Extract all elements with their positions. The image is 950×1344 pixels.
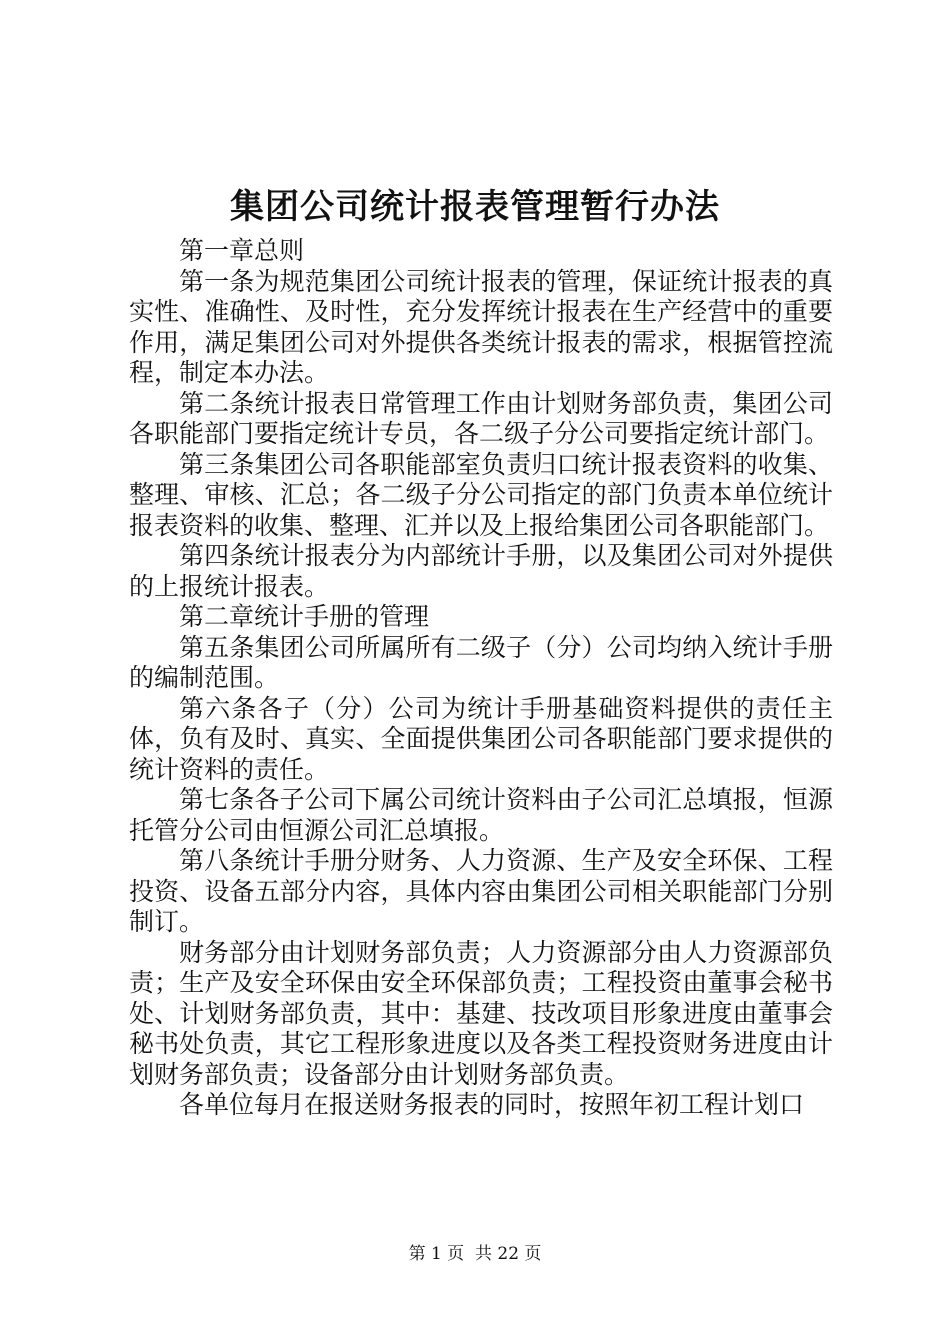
page-footer xyxy=(0,1243,950,1265)
document-title: 集团公司统计报表管理暂行办法 xyxy=(230,187,720,227)
chapter-heading: 第一章总则 xyxy=(179,236,305,265)
paragraph-article-5: 第五条集团公司所属所有二级子（分）公司均纳入统计手册的编制范围。 xyxy=(129,632,833,692)
page-number: 第 1 页 共 22 页 xyxy=(408,1244,542,1264)
paragraph-article-3: 第三条集团公司各职能部室负责归口统计报表资料的收集、整理、审核、汇总；各二级子分公司指定的部门负责本单位统计报表资料的收集、整理、汇并以及上报给集团公司各职能部门。 xyxy=(129,449,833,540)
paragraph-article-4: 第四条统计报表分为内部统计手册，以及集团公司对外提供的上报统计报表。 xyxy=(129,541,833,601)
paragraph-article-1: 第一条为规范集团公司统计报表的管理，保证统计报表的真实性、准确性、及时性，充分发挥统计报表在生产经营中的重要作用，满足集团公司对外提供各类统计报表的需求，根据管控流程，制定本办法。 xyxy=(129,266,833,387)
paragraph-article-7: 第七条各子公司下属公司统计资料由子公司汇总填报，恒源托管分公司由恒源公司汇总填报。 xyxy=(129,785,833,845)
paragraph-responsibilities: 财务部分由计划财务部负责；人力资源部分由人力资源部负责；生产及安全环保由安全环保部负责；工程投资由董事会秘书处、计划财务部负责，其中：基建、技改项目形象进度由董事会秘书处负责，其它工程形象进度以及各类工程投资财务进度由计划财务部负责；设备部分由计划财务部负责。 xyxy=(129,937,833,1089)
paragraph-monthly-report: 各单位每月在报送财务报表的同时，按照年初工程计划口 xyxy=(179,1090,805,1119)
document-body xyxy=(129,236,833,1121)
paragraph-article-2: 第二条统计报表日常管理工作由计划财务部负责，集团公司各职能部门要指定统计专员，各二级子分公司要指定统计部门。 xyxy=(129,388,833,448)
paragraph-article-8: 第八条统计手册分财务、人力资源、生产及安全环保、工程投资、设备五部分内容，具体内容由集团公司相关职能部门分别制订。 xyxy=(129,846,833,936)
paragraph-article-6: 第六条各子（分）公司为统计手册基础资料提供的责任主体，负有及时、真实、全面提供集团公司各职能部门要求提供的统计资料的责任。 xyxy=(129,693,833,784)
chapter-heading: 第二章统计手册的管理 xyxy=(179,602,430,631)
